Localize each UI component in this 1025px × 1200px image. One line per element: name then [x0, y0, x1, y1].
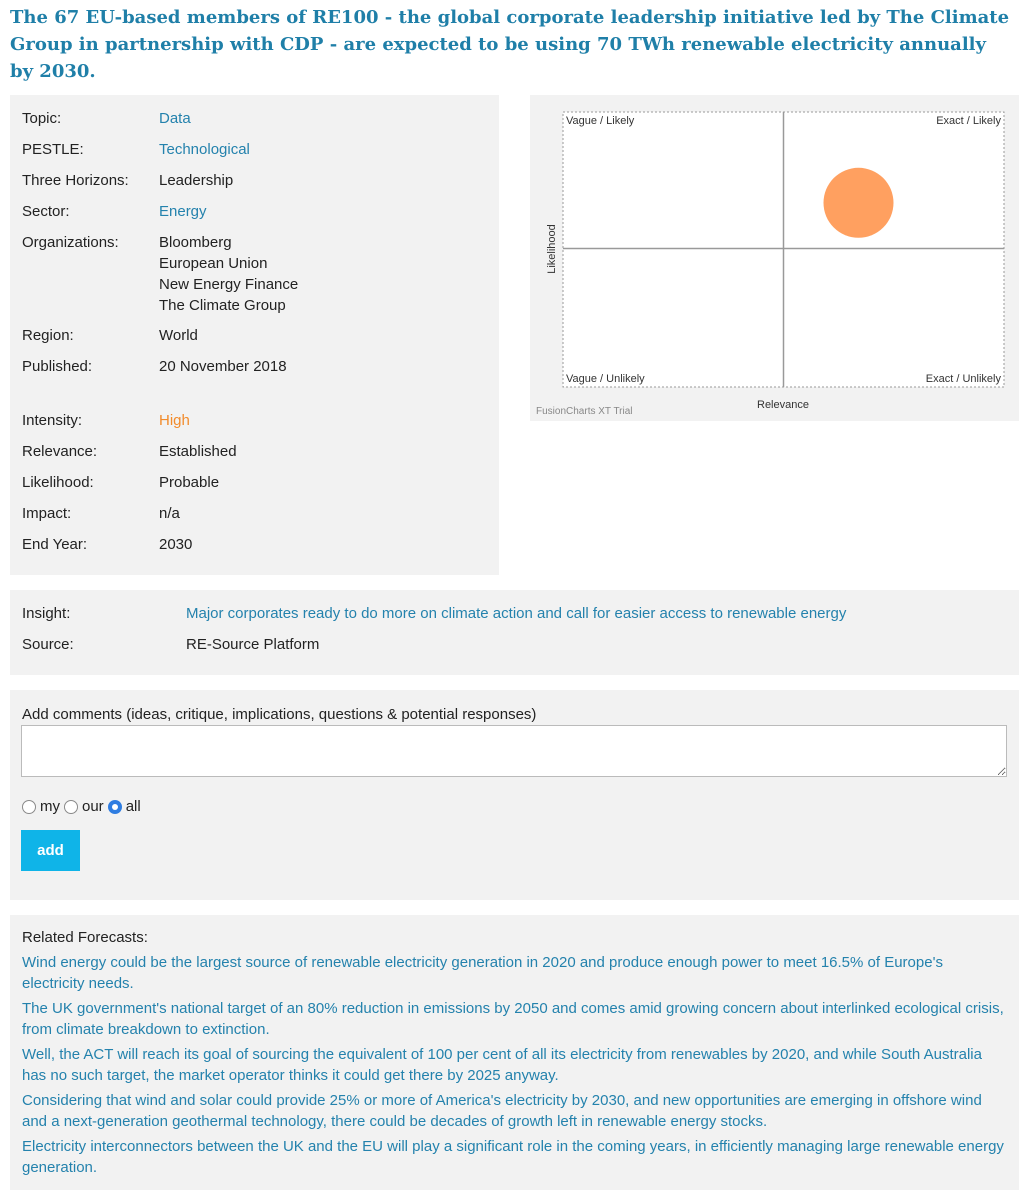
sector-label: Sector:: [22, 203, 70, 220]
related-forecast-link[interactable]: Well, the ACT will reach its goal of sourcing the equivalent of 100 per cent of all its electricity from renewables by 2020, and while South Australia has no such target, the market operator thinks it could get there by 2025 anyway.: [22, 1046, 982, 1084]
topic-link[interactable]: Data: [159, 110, 191, 127]
y-axis-label: Likelihood: [546, 224, 558, 274]
comments-panel: [10, 690, 1019, 900]
related-forecast-link[interactable]: Electricity interconnectors between the UK and the EU will play a significant role in the coming years, in efficiently managing large renewable energy generation.: [22, 1138, 1004, 1176]
relevance-label: Relevance:: [22, 443, 98, 460]
region-label: Region:: [22, 327, 74, 344]
radio-all-circle[interactable]: [108, 800, 122, 814]
radio-all[interactable]: [108, 798, 141, 815]
visibility-radio-group: [22, 798, 145, 815]
x-axis-label: Relevance: [757, 399, 809, 411]
radio-our[interactable]: [64, 798, 104, 815]
relevance-value: Established: [159, 443, 237, 460]
organization-item: New Energy Finance: [159, 276, 299, 293]
organizations-label: Organizations:: [22, 234, 119, 251]
comment-textarea[interactable]: [21, 725, 1007, 777]
page-title: The 67 EU-based members of RE100 - the global corporate leadership initiative led by The Climate Group in partnership with CDP - are expected to be using 70 TWh renewable electricity annually by 2030.: [10, 7, 1010, 82]
horizons-value: Leadership: [159, 172, 234, 189]
data-bubble[interactable]: [824, 168, 894, 238]
organization-item: Bloomberg: [159, 234, 232, 251]
end-year-label: End Year:: [22, 536, 88, 553]
quadrant-label-top-right: Exact / Likely: [936, 115, 1001, 127]
likelihood-value: Probable: [159, 474, 220, 491]
chart-watermark: FusionCharts XT Trial: [536, 406, 633, 417]
organization-item: The Climate Group: [159, 297, 286, 314]
source-label: Source:: [22, 636, 74, 653]
pestle-label: PESTLE:: [22, 141, 84, 158]
radio-my-circle[interactable]: [22, 800, 36, 814]
likelihood-label: Likelihood:: [22, 474, 94, 491]
pestle-link[interactable]: Technological: [159, 141, 250, 158]
radio-all-label: all: [125, 798, 141, 815]
published-value: 20 November 2018: [159, 358, 287, 375]
intensity-value: High: [159, 412, 190, 429]
impact-value: n/a: [159, 505, 180, 522]
radio-our-circle[interactable]: [64, 800, 78, 814]
radio-my[interactable]: [22, 798, 60, 815]
published-label: Published:: [22, 358, 93, 375]
organizations-list: [159, 232, 298, 316]
radio-my-label: my: [40, 798, 60, 815]
insight-panel: [10, 590, 1019, 675]
organization-item: European Union: [159, 255, 268, 272]
quadrant-label-bottom-right: Exact / Unlikely: [925, 373, 1001, 385]
quadrant-label-top-left: Vague / Likely: [566, 115, 635, 127]
horizons-label: Three Horizons:: [22, 172, 129, 189]
add-button[interactable]: add: [21, 830, 80, 871]
related-forecast-link[interactable]: The UK government's national target of an 80% reduction in emissions by 2050 and comes amid growing concern about interlinked ecological crisis, from climate breakdown to extinction.: [22, 1000, 1004, 1038]
quadrant-chart: [530, 95, 1019, 421]
related-list: [22, 953, 1007, 1183]
quadrant-label-bottom-left: Vague / Unlikely: [566, 373, 645, 385]
insight-link[interactable]: Major corporates ready to do more on climate action and call for easier access to renewable energy: [186, 605, 847, 622]
sector-link[interactable]: Energy: [159, 203, 207, 220]
topic-label: Topic:: [22, 110, 62, 127]
region-value: World: [159, 327, 198, 344]
related-caption: Related Forecasts:: [22, 929, 148, 946]
comments-caption: Add comments (ideas, critique, implications, questions & potential responses): [22, 706, 537, 723]
insight-label: Insight:: [22, 605, 71, 622]
details-panel: [10, 95, 499, 575]
related-forecast-link[interactable]: Wind energy could be the largest source of renewable electricity generation in 2020 and produce enough power to meet 16.5% of Europe's electricity needs.: [22, 954, 943, 992]
impact-label: Impact:: [22, 505, 72, 522]
intensity-label: Intensity:: [22, 412, 83, 429]
radio-our-label: our: [82, 798, 104, 815]
related-forecast-link[interactable]: Considering that wind and solar could provide 25% or more of America's electricity by 2030, and new opportunities are emerging in offshore wind and a next-generation geothermal technology, there could be decades of growth left in renewable energy stocks.: [22, 1092, 982, 1130]
chart-panel: [530, 95, 1019, 421]
end-year-value: 2030: [159, 536, 193, 553]
source-value: RE-Source Platform: [186, 636, 320, 653]
related-forecasts-panel: [10, 915, 1019, 1190]
